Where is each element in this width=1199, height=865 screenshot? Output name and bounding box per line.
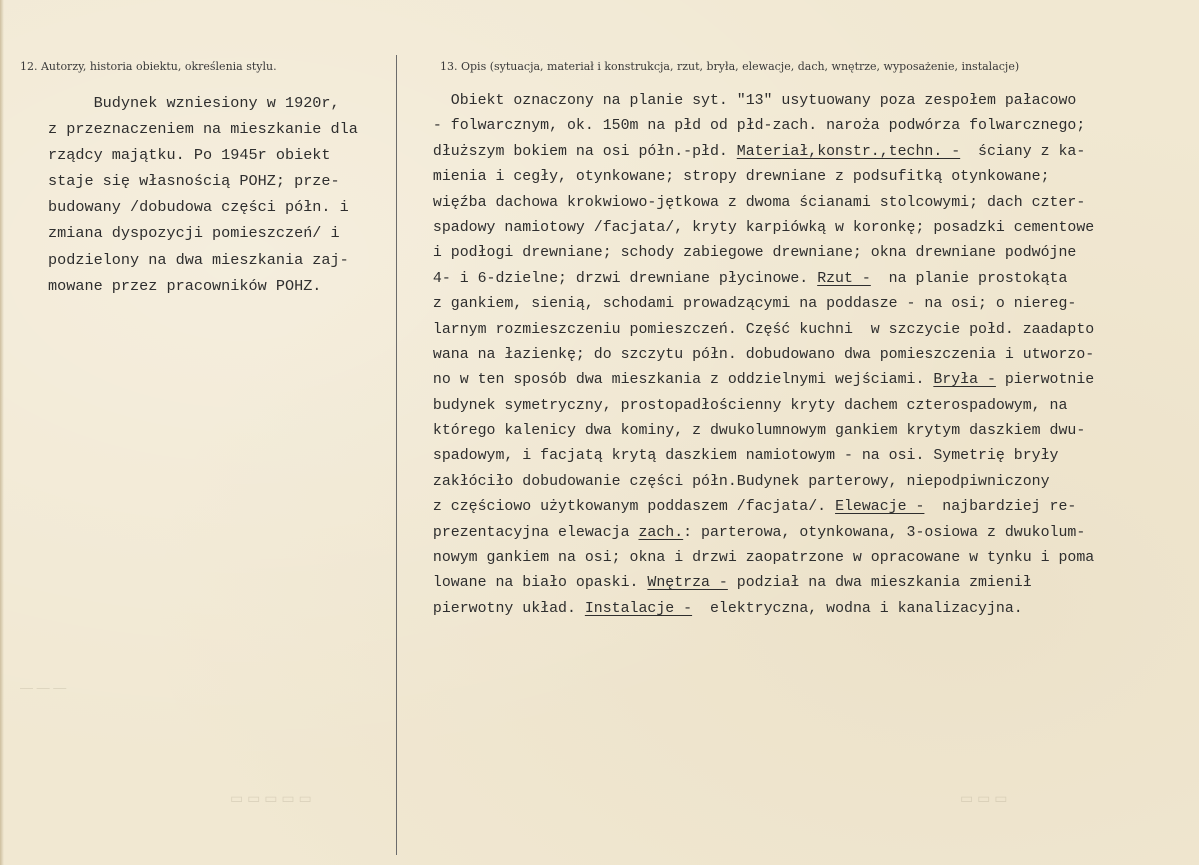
description-text-line xyxy=(424,546,1184,571)
description-text-line xyxy=(424,216,1184,241)
text-segment: najbardziej re- xyxy=(924,499,1077,516)
history-text-line xyxy=(48,194,398,220)
text-segment: larnym rozmieszczeniu pomieszczeń. Część kuchni w szczycie połd. zaadapto xyxy=(424,321,1095,338)
text-segment: lowane na biało opaski. xyxy=(424,575,648,592)
description-text-line xyxy=(424,140,1184,165)
underlined-heading: Wnętrza - xyxy=(647,575,728,592)
text-segment: podział na dwa mieszkania zmienił xyxy=(727,575,1032,592)
text-segment: budynek symetryczny, prostopadłościenny kryty dachem czterospadowym, na xyxy=(424,397,1068,414)
description-text-line xyxy=(424,521,1184,546)
description-text-line xyxy=(424,114,1184,139)
bleed-through-mark: ▭ ▭ ▭ ▭ ▭ xyxy=(230,790,312,806)
text-segment: z gankiem, sienią, schodami prowadzącymi na poddasze - na osi; o niereg- xyxy=(424,296,1077,313)
description-text-line xyxy=(424,318,1184,343)
description-text-line xyxy=(424,165,1184,190)
underlined-heading: Rzut - xyxy=(817,270,871,287)
text-segment: spadowym, i facjatą krytą daszkiem namiotowym - na osi. Symetrię bryły xyxy=(424,448,1059,465)
text-segment: pierwotnie xyxy=(995,372,1095,389)
description-text-line xyxy=(424,597,1184,622)
text-segment: wana na łazienkę; do szczytu półn. dobudowano dwa pomieszczenia i utworzo- xyxy=(424,346,1095,363)
history-text-line xyxy=(48,273,398,299)
text-segment: Obiekt oznaczony na planie syt. "13" usytuowany poza zespołem pałacowo xyxy=(424,93,1077,109)
description-text-line xyxy=(424,419,1184,444)
bleed-through-mark: ▭ ▭ ▭ xyxy=(960,790,1008,806)
description-text-line xyxy=(424,470,1184,495)
underlined-heading: Elewacje - xyxy=(835,499,925,516)
description-text-line xyxy=(424,444,1184,469)
text-segment: z przeznaczeniem na mieszkanie dla xyxy=(48,120,358,139)
underlined-heading: Instalacje - xyxy=(584,600,693,617)
description-text-line xyxy=(424,343,1184,368)
description-text-line xyxy=(424,571,1184,596)
text-segment: mienia i cegły, otynkowane; stropy drewniane z podsufitką otynkowane; xyxy=(424,169,1050,186)
text-segment: i podłogi drewniane; schody zabiegowe drewniane; okna drewniane podwójne xyxy=(424,245,1077,262)
text-segment: podzielony na dwa mieszkania zaj- xyxy=(48,250,349,269)
history-text-line xyxy=(48,116,398,142)
text-segment: więźba dachowa krokwiowo-jętkowa z dwoma ścianami stolcowymi; dach czter- xyxy=(424,194,1086,211)
description-text-block xyxy=(424,89,1184,622)
text-segment: 4- i 6-dzielne; drzwi drewniane płycinowe. xyxy=(424,270,818,287)
underlined-heading: Bryła - xyxy=(933,372,996,389)
text-segment: ściany z ka- xyxy=(960,143,1086,160)
description-text-line xyxy=(424,267,1184,292)
history-text-line xyxy=(48,247,398,273)
description-text-line xyxy=(424,368,1184,393)
description-text-line xyxy=(424,191,1184,216)
underlined-heading: zach. xyxy=(638,524,684,541)
text-segment: z częściowo użytkowanym poddaszem /facjata/. xyxy=(424,499,836,516)
section-12-header: 12. Autorzy, historia obiektu, określenia stylu. xyxy=(20,60,277,73)
text-segment: zakłóciło dobudowanie części półn.Budynek parterowy, niepodpiwniczony xyxy=(424,473,1050,490)
description-text-line xyxy=(424,394,1184,419)
text-segment: dłuższym bokiem na osi półn.-płd. xyxy=(424,143,737,160)
description-text-line xyxy=(424,292,1184,317)
history-text-line xyxy=(48,220,398,246)
text-segment: staje się własnością POHZ; prze- xyxy=(48,172,340,191)
text-segment: no w ten sposób dwa mieszkania z oddzielnymi wejściami. xyxy=(424,372,934,389)
text-segment: mowane przez pracowników POHZ. xyxy=(48,276,322,295)
text-segment: którego kalenicy dwa kominy, z dwukolumnowym gankiem krytym daszkiem dwu- xyxy=(424,423,1086,440)
history-text-block xyxy=(48,90,398,299)
description-text-line xyxy=(424,495,1184,520)
history-text-line xyxy=(48,168,398,194)
text-segment: spadowy namiotowy /facjata/, kryty karpiówką w koronkę; posadzki cementowe xyxy=(424,219,1095,236)
description-text-line xyxy=(424,241,1184,266)
text-segment: - folwarcznym, ok. 150m na płd od płd-zach. naroża podwórza folwarcznego; xyxy=(424,118,1086,135)
underlined-heading: Materiał,konstr.,techn. - xyxy=(736,143,961,160)
text-segment: rządcy majątku. Po 1945r obiekt xyxy=(48,146,331,165)
text-segment: pierwotny układ. xyxy=(424,600,585,617)
text-segment: Budynek wzniesiony w 1920r, xyxy=(48,94,340,112)
history-text-line xyxy=(48,90,398,116)
text-segment: zmiana dyspozycji pomieszczeń/ i xyxy=(48,224,340,243)
text-segment: nowym gankiem na osi; okna i drzwi zaopatrzone w opracowane w tynku i poma xyxy=(424,550,1095,567)
text-segment: : parterowa, otynkowana, 3-osiowa z dwukolum- xyxy=(683,524,1086,541)
bleed-through-mark: — — — xyxy=(20,680,67,695)
history-text-line xyxy=(48,142,398,168)
text-segment: elektryczna, wodna i kanalizacyjna. xyxy=(692,600,1023,617)
text-segment: prezentacyjna elewacja xyxy=(424,524,639,541)
description-text-line xyxy=(424,89,1184,114)
paper-edge-shadow xyxy=(0,0,4,865)
text-segment: budowany /dobudowa części półn. i xyxy=(48,198,349,217)
text-segment: na planie prostokąta xyxy=(870,270,1068,287)
section-13-header: 13. Opis (sytuacja, materiał i konstrukcja, rzut, bryła, elewacje, dach, wnętrze, wyposażenie, instalacje) xyxy=(440,60,1020,73)
